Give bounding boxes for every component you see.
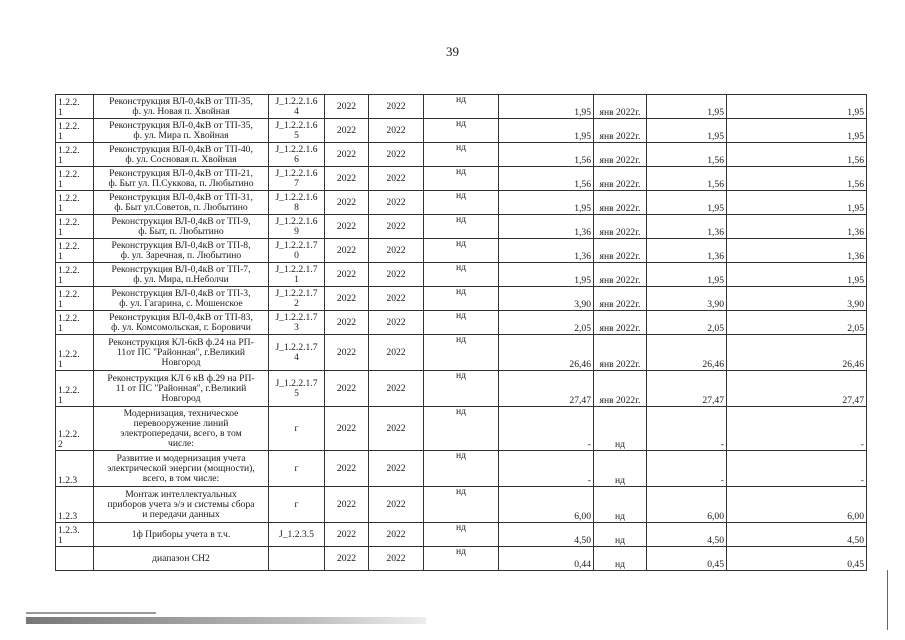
project-code: J_1.2.2.1.7 2 [269,287,325,311]
value-2: 3,90 [647,287,727,311]
value-3: 1,95 [727,263,867,287]
value-3: 1,95 [727,119,867,143]
table-row [56,371,867,407]
year-start: 2022 [325,547,369,571]
value-3: 1,36 [727,215,867,239]
year-end: 2022 [369,263,424,287]
work-name: 1ф Приборы учета в т.ч. [94,523,269,547]
row-number: 1.2.2. 1 [56,239,94,263]
scan-artifact [26,617,426,624]
year-end: 2022 [369,239,424,263]
year-start: 2022 [325,215,369,239]
year-start: 2022 [325,119,369,143]
year-end: 2022 [369,287,424,311]
table-row [56,143,867,167]
table-row [56,287,867,311]
table-row [56,547,867,571]
table-row [56,451,867,487]
value-1: 2,05 [499,311,594,335]
date: нд [594,523,647,547]
value-3: 1,95 [727,191,867,215]
year-start: 2022 [325,239,369,263]
table-row [56,487,867,523]
table-row [56,239,867,263]
project-code: J_1.2.2.1.6 8 [269,191,325,215]
table-row [56,119,867,143]
status: нд [424,215,499,239]
status: нд [424,95,499,119]
value-3: 2,05 [727,311,867,335]
row-number: 1.2.2. 1 [56,371,94,407]
row-number: 1.2.2. 2 [56,407,94,451]
row-number: 1.2.2. 1 [56,167,94,191]
value-3: 1,56 [727,143,867,167]
year-end: 2022 [369,547,424,571]
date: янв 2022г. [594,287,647,311]
value-1: 0,44 [499,547,594,571]
year-end: 2022 [369,311,424,335]
project-code: J_1.2.2.1.7 0 [269,239,325,263]
year-end: 2022 [369,95,424,119]
table-row [56,167,867,191]
work-name: Реконструкция ВЛ-0,4кВ от ТП-83, ф. ул. Комсомольская, г. Боровичи [94,311,269,335]
year-end: 2022 [369,371,424,407]
data-table [55,94,867,571]
work-name: Реконструкция ВЛ-0,4кВ от ТП-31, ф. Быт ул.Советов, п. Любытино [94,191,269,215]
table-row [56,191,867,215]
year-end: 2022 [369,215,424,239]
value-2: - [647,451,727,487]
status: нд [424,287,499,311]
year-end: 2022 [369,335,424,371]
project-code: J_1.2.3.5 [269,523,325,547]
work-name: Реконструкция КЛ 6 кВ ф.29 на РП- 11 от ПС "Районная", г.Великий Новгород [94,371,269,407]
work-name: Реконструкция ВЛ-0,4кВ от ТП-9, ф. Быт, п. Любытино [94,215,269,239]
value-3: 4,50 [727,523,867,547]
project-code: J_1.2.2.1.6 5 [269,119,325,143]
date: нд [594,547,647,571]
row-number: 1.2.2. 1 [56,311,94,335]
value-1: 1,56 [499,167,594,191]
value-3: 1,36 [727,239,867,263]
date: янв 2022г. [594,371,647,407]
row-number: 1.2.3 [56,451,94,487]
table-row [56,335,867,371]
year-start: 2022 [325,335,369,371]
date: янв 2022г. [594,263,647,287]
value-1: 6,00 [499,487,594,523]
year-end: 2022 [369,119,424,143]
value-2: 1,36 [647,215,727,239]
year-start: 2022 [325,191,369,215]
status: нд [424,191,499,215]
row-number: 1.2.2. 1 [56,95,94,119]
project-code: J_1.2.2.1.7 3 [269,311,325,335]
date: янв 2022г. [594,167,647,191]
year-start: 2022 [325,451,369,487]
row-number: 1.2.3. 1 [56,523,94,547]
value-2: 1,56 [647,143,727,167]
value-2: 1,95 [647,191,727,215]
date: нд [594,487,647,523]
value-3: 6,00 [727,487,867,523]
value-1: 1,56 [499,143,594,167]
status: нд [424,523,499,547]
value-2: - [647,407,727,451]
row-number: 1.2.2. 1 [56,287,94,311]
value-1: 1,95 [499,119,594,143]
year-end: 2022 [369,143,424,167]
row-number: 1.2.2. 1 [56,119,94,143]
value-1: 1,95 [499,263,594,287]
work-name: Модернизация, техническое перевооружение линий электропередачи, всего, в том числе: [94,407,269,451]
year-start: 2022 [325,167,369,191]
value-2: 6,00 [647,487,727,523]
date: янв 2022г. [594,335,647,371]
table-row [56,215,867,239]
row-number: 1.2.2. 1 [56,215,94,239]
year-start: 2022 [325,95,369,119]
value-1: 1,95 [499,191,594,215]
project-code: J_1.2.2.1.7 4 [269,335,325,371]
value-3: 1,56 [727,167,867,191]
value-3: 27,47 [727,371,867,407]
value-1: 3,90 [499,287,594,311]
value-3: - [727,451,867,487]
value-1: 4,50 [499,523,594,547]
year-start: 2022 [325,311,369,335]
row-number: 1.2.2. 1 [56,191,94,215]
project-code: J_1.2.2.1.6 7 [269,167,325,191]
project-code: J_1.2.2.1.7 1 [269,263,325,287]
date: янв 2022г. [594,119,647,143]
value-2: 4,50 [647,523,727,547]
value-3: 3,90 [727,287,867,311]
value-2: 1,95 [647,263,727,287]
year-start: 2022 [325,523,369,547]
value-1: 27,47 [499,371,594,407]
date: янв 2022г. [594,311,647,335]
value-3: 26,46 [727,335,867,371]
year-end: 2022 [369,451,424,487]
work-name: Реконструкция КЛ-6кВ ф.24 на РП- 11от ПС "Районная", г.Великий Новгород [94,335,269,371]
status: нд [424,335,499,371]
value-1: 1,95 [499,95,594,119]
date: янв 2022г. [594,239,647,263]
row-number: 1.2.3 [56,487,94,523]
status: нд [424,451,499,487]
table-row [56,95,867,119]
value-1: 1,36 [499,239,594,263]
scan-artifact [26,612,156,614]
project-code [269,547,325,571]
page-number: 39 [446,44,459,59]
year-end: 2022 [369,167,424,191]
year-end: 2022 [369,191,424,215]
value-1: - [499,407,594,451]
value-2: 1,36 [647,239,727,263]
year-start: 2022 [325,371,369,407]
status: нд [424,371,499,407]
work-name: Реконструкция ВЛ-0,4кВ от ТП-8, ф. ул. Заречная, п. Любытино [94,239,269,263]
status: нд [424,263,499,287]
value-1: 1,36 [499,215,594,239]
table-row [56,263,867,287]
value-1: 26,46 [499,335,594,371]
project-code: г [269,487,325,523]
date: янв 2022г. [594,191,647,215]
work-name: Реконструкция ВЛ-0,4кВ от ТП-3, ф. ул. Гагарина, с. Мошенское [94,287,269,311]
table-row [56,407,867,451]
status: нд [424,311,499,335]
project-code: J_1.2.2.1.7 5 [269,371,325,407]
project-code: г [269,407,325,451]
date: янв 2022г. [594,215,647,239]
value-2: 1,95 [647,119,727,143]
work-name: Развитие и модернизация учета электрической энергии (мощности), всего, в том числе: [94,451,269,487]
row-number: 1.2.2. 1 [56,143,94,167]
year-start: 2022 [325,143,369,167]
date: нд [594,407,647,451]
status: нд [424,143,499,167]
date: янв 2022г. [594,95,647,119]
date: янв 2022г. [594,143,647,167]
project-code: J_1.2.2.1.6 9 [269,215,325,239]
value-2: 1,56 [647,167,727,191]
scan-edge-line [887,570,888,630]
row-number [56,547,94,571]
value-3: 1,95 [727,95,867,119]
work-name: Реконструкция ВЛ-0,4кВ от ТП-7, ф. ул. Мира, п.Неболчи [94,263,269,287]
year-start: 2022 [325,487,369,523]
year-end: 2022 [369,487,424,523]
work-name: Монтаж интеллектуальных приборов учета э/э и системы сбора и передачи данных [94,487,269,523]
value-2: 26,46 [647,335,727,371]
year-start: 2022 [325,287,369,311]
table-row [56,311,867,335]
year-end: 2022 [369,523,424,547]
row-number: 1.2.2. 1 [56,335,94,371]
status: нд [424,119,499,143]
work-name: Реконструкция ВЛ-0,4кВ от ТП-35, ф. ул. Мира п. Хвойная [94,119,269,143]
value-2: 0,45 [647,547,727,571]
work-name: Реконструкция ВЛ-0,4кВ от ТП-21, ф. Быт ул. П.Суккова, п. Любытино [94,167,269,191]
work-name: диапазон СН2 [94,547,269,571]
status: нд [424,239,499,263]
work-name: Реконструкция ВЛ-0,4кВ от ТП-35, ф. ул. Новая п. Хвойная [94,95,269,119]
project-code: г [269,451,325,487]
year-end: 2022 [369,407,424,451]
row-number: 1.2.2. 1 [56,263,94,287]
status: нд [424,407,499,451]
value-2: 2,05 [647,311,727,335]
status: нд [424,487,499,523]
year-start: 2022 [325,263,369,287]
work-name: Реконструкция ВЛ-0,4кВ от ТП-40, ф. ул. Сосновая п. Хвойная [94,143,269,167]
project-code: J_1.2.2.1.6 6 [269,143,325,167]
value-3: - [727,407,867,451]
value-3: 0,45 [727,547,867,571]
project-code: J_1.2.2.1.6 4 [269,95,325,119]
date: нд [594,451,647,487]
status: нд [424,547,499,571]
table-row [56,523,867,547]
value-1: - [499,451,594,487]
status: нд [424,167,499,191]
value-2: 1,95 [647,95,727,119]
value-2: 27,47 [647,371,727,407]
year-start: 2022 [325,407,369,451]
